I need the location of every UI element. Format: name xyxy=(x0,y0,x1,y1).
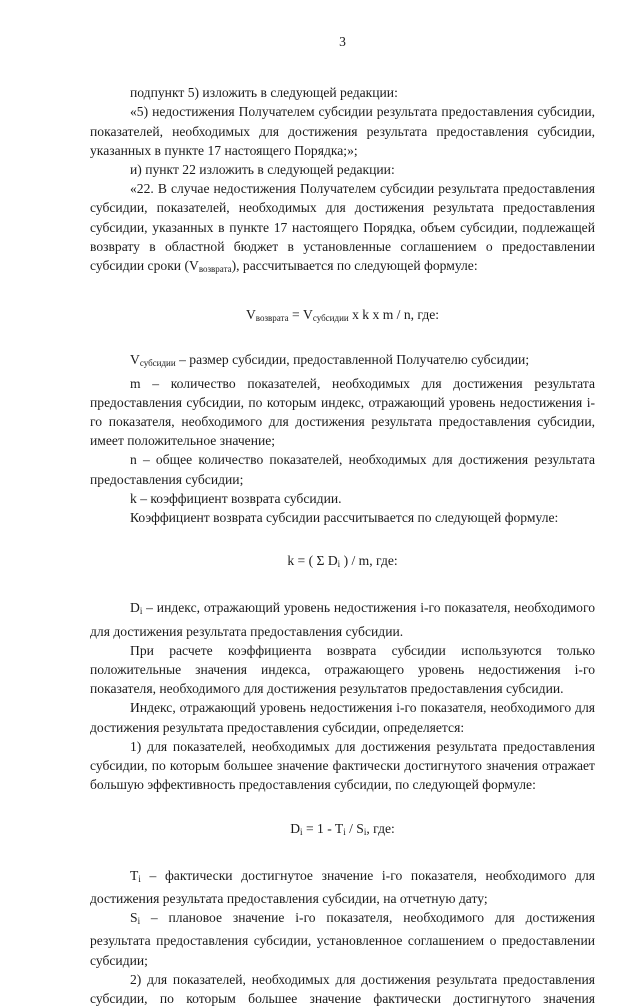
paragraph: и) пункт 22 изложить в следующей редакции: xyxy=(130,162,395,178)
formula-di: $D_i = 1 - T_i / S_i$, где: xyxy=(290,820,395,837)
paragraph: 1) для показателей, необходимых для достижения результата предоставления субсидии, по которым большее значение фактически достигнутого значения отражает большую эффективность предоставления субсидии, по следующей формуле: xyxy=(90,738,595,793)
definition-si: $S_i$ – плановое значение i-го показателя, необходимого для достижения результата предоставления субсидии, установленное соглашением о предоставлении субсидии; xyxy=(90,910,595,968)
paragraph: подпункт 5) изложить в следующей редакции: xyxy=(130,85,398,101)
definition-m: m – количество показателей, необходимых для достижения результата предоставления субсидии, по которым индекс, отражающий уровень недостижения i-го показателя, необходимого для достижения результата предоставления субсидии, имеет положительное значение; xyxy=(90,375,595,449)
paragraph: 2) для показателей, необходимых для достижения результата предоставления субсидии, по которым большее значение фактически достигнутого значения xyxy=(90,971,595,1006)
paragraph: «5) недостижения Получателем субсидии результата предоставления субсидии, показателей, необходимых для достижения результата предоставления субсидии, указанных в пункте 17 настоящего Порядка;»; xyxy=(90,104,595,158)
definition-di: $D_i$ – индекс, отражающий уровень недостижения i-го показателя, необходимого для достижения результата предоставления субсидии. xyxy=(90,600,595,639)
definition-k: k – коэффициент возврата субсидии. xyxy=(130,490,342,506)
page-number: 3 xyxy=(339,34,346,49)
paragraph: Коэффициент возврата субсидии рассчитывается по следующей формуле: xyxy=(130,510,559,526)
paragraph-22: «22. В случае недостижения Получателем субсидии результата предоставления субсидии, показателей, необходимых для достижения результата предоставления субсидии, указанных в пункте 17 настоящего Порядка, объем субсидии, подлежащей возврату в областной бюджет в установленные соглашением о предоставлении субсидии сроки $(V_{возврата})$, рассчитывается по следующей формуле: xyxy=(90,181,595,275)
document-page xyxy=(90,32,595,1008)
formula-k: k = ( Σ $D_i$ ) / m, где: xyxy=(287,553,398,570)
paragraph: Индекс, отражающий уровень недостижения i-го показателя, необходимого для достижения результата предоставления субсидии, определяется: xyxy=(90,700,595,735)
definition-v-subsidy: $V_{субсидии}$ – размер субсидии, предоставленной Получателю субсидии; xyxy=(130,352,530,369)
definition-ti: $T_i$ – фактически достигнутое значение i-го показателя, необходимого для достижения результата предоставления субсидии, на отчетную дату; xyxy=(90,867,595,906)
definition-n: n – общее количество показателей, необходимых для достижения результата предоставления субсидии; xyxy=(90,452,595,487)
paragraph: При расчете коэффициента возврата субсидии используются только положительные значения индекса, отражающего уровень недостижения i-го показателя, необходимого для достижения результатов предоставления субсидии. xyxy=(90,642,595,697)
formula-v-return: $V_{возврата} = V_{субсидии}$ x k x m / n, где: xyxy=(245,307,440,324)
